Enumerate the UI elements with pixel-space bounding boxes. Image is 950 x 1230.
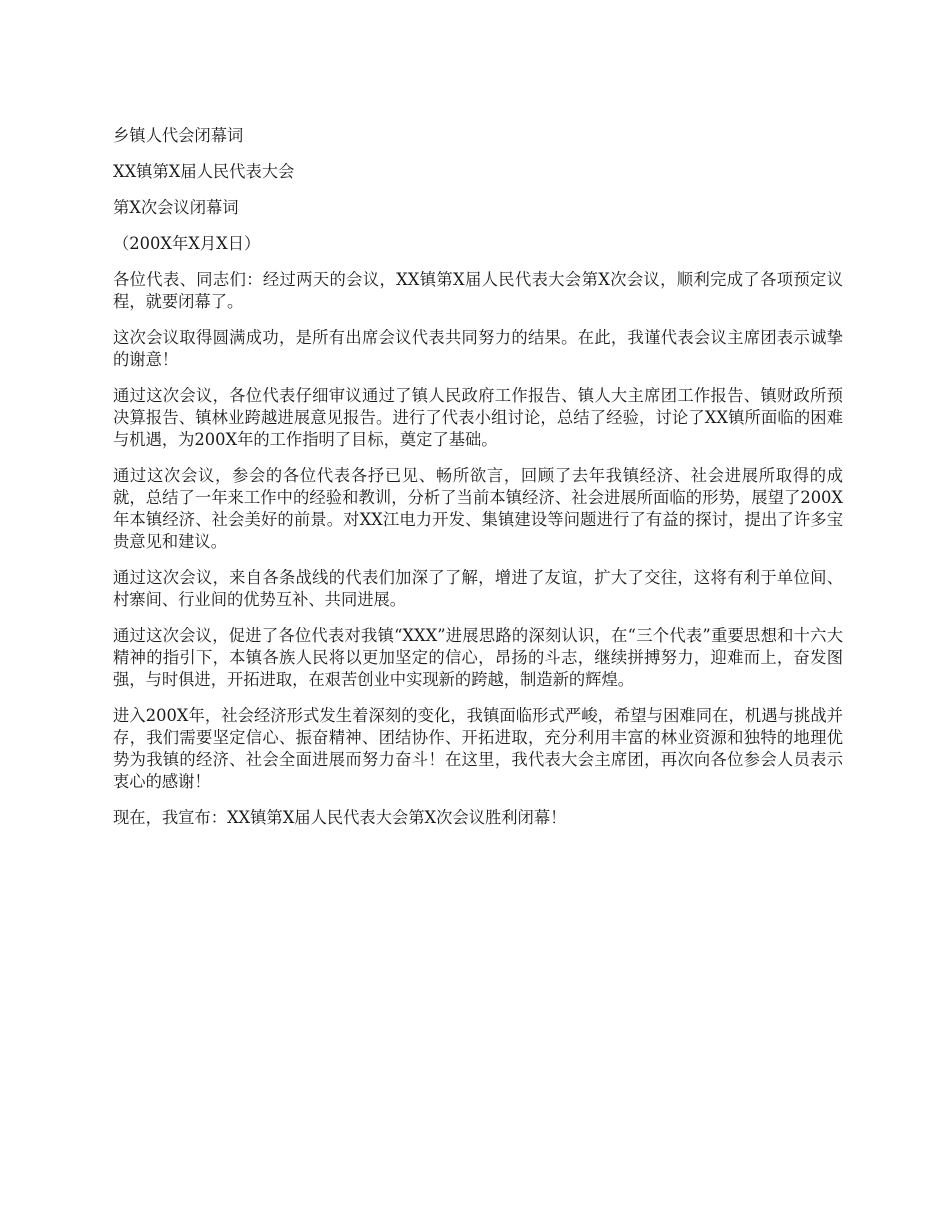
paragraph-review: 通过这次会议，参会的各位代表各抒已见、畅所欲言，回顾了去年我镇经济、社会进展所取得的成就，总结了一年来工作中的经验和教训，分析了当前本镇经济、社会进展所面临的形势，展望了200X年本镇经济、社会美好的前景。对XX江电力开发、集镇建设等问题进行了有益的探讨，提出了许多宝贵意见和建议。 — [113, 466, 843, 551]
paragraph-exchange: 通过这次会议，来自各条战线的代表们加深了了解，增进了友谊，扩大了交往，这将有利于单位间、村寨间、行业间的优势互补、共同进展。 — [113, 568, 843, 609]
document-date: （200X年X月X日） — [113, 234, 261, 253]
paragraph-thanks: 这次会议取得圆满成功，是所有出席会议代表共同努力的结果。在此，我谨代表会议主席团表示诚挚的谢意！ — [113, 328, 843, 369]
paragraph-greeting: 各位代表、同志们：经过两天的会议，XX镇第X届人民代表大会第X次会议，顺利完成了各项预定议程，就要闭幕了。 — [113, 270, 843, 311]
paragraph-outlook: 进入200X年，社会经济形式发生着深刻的变化，我镇面临形式严峻，希望与困难同在，机遇与挑战并存，我们需要坚定信心、振奋精神、团结协作、开拓进取，充分利用丰富的林业资源和独特的地理优势为我镇的经济、社会全面进展而努力奋斗！在这里，我代表大会主席团，再次向各位参会人员表示衷心的感谢！ — [113, 706, 843, 791]
paragraph-reports: 通过这次会议，各位代表仔细审议通过了镇人民政府工作报告、镇人大主席团工作报告、镇财政所预决算报告、镇林业跨越进展意见报告。进行了代表小组讨论，总结了经验，讨论了XX镇所面临的困难与机遇，为200X年的工作指明了目标，奠定了基础。 — [113, 386, 843, 449]
document-subtitle-congress: XX镇第X届人民代表大会 — [113, 162, 295, 181]
document-body — [113, 125, 843, 843]
paragraph-vision: 通过这次会议，促进了各位代表对我镇“XXX”进展思路的深刻认识，在“三个代表”重要思想和十六大精神的指引下，本镇各族人民将以更加坚定的信心，昂扬的斗志，继续拼搏努力，迎难而上，奋发图强，与时俱进，开拓进取，在艰苦创业中实现新的跨越，制造新的辉煌。 — [113, 626, 843, 689]
paragraph-closing-declaration: 现在，我宣布：XX镇第X届人民代表大会第X次会议胜利闭幕！ — [113, 808, 567, 827]
document-subtitle-session: 第X次会议闭幕词 — [113, 198, 239, 217]
document-title: 乡镇人代会闭幕词 — [113, 126, 244, 145]
